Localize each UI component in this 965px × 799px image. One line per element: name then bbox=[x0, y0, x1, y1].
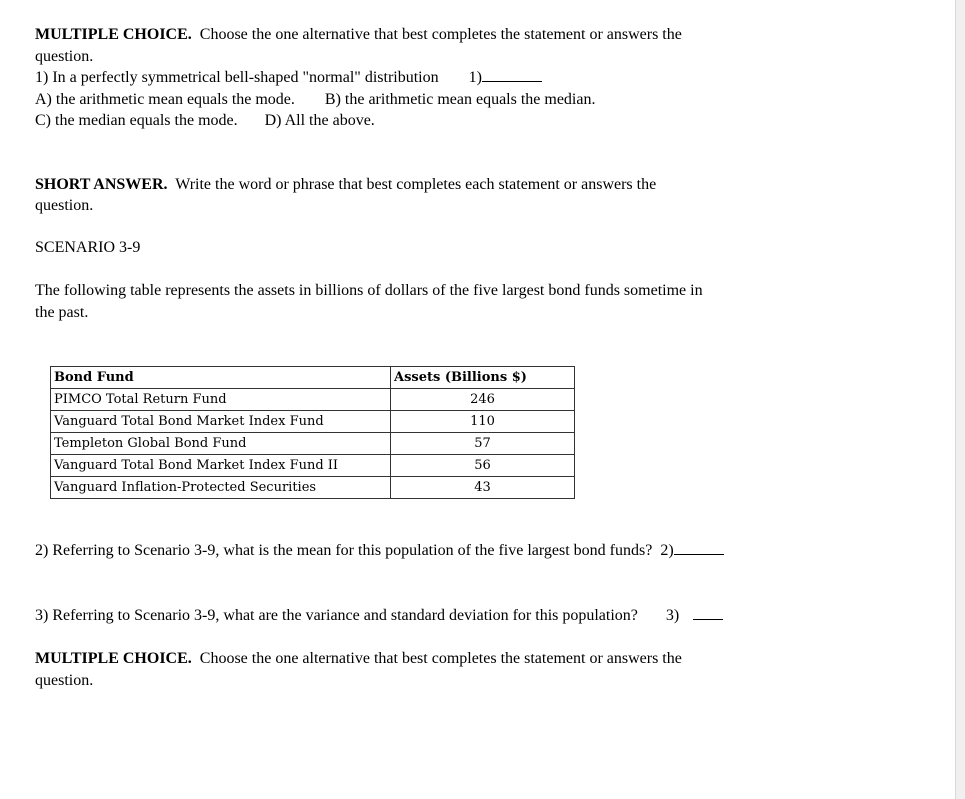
header-bond-fund: Bond Fund bbox=[51, 367, 391, 389]
section3-instructions bbox=[35, 648, 835, 670]
question1-options-ab bbox=[35, 89, 835, 111]
document-page bbox=[35, 24, 835, 323]
question2-answer-label: 2) bbox=[660, 542, 674, 559]
question3-answer-blank[interactable] bbox=[693, 605, 723, 620]
fund-name: Vanguard Total Bond Market Index Fund II bbox=[51, 455, 391, 477]
section2-instruction-line2: question. bbox=[35, 197, 94, 214]
table-row bbox=[51, 455, 575, 477]
question1-options-cd bbox=[35, 110, 835, 132]
fund-assets: 57 bbox=[391, 433, 575, 455]
question1-text: 1) In a perfectly symmetrical bell-shaped "normal" distribution bbox=[35, 69, 439, 86]
question1 bbox=[35, 67, 835, 89]
question2 bbox=[35, 540, 724, 560]
question3-text: 3) Referring to Scenario 3-9, what are the variance and standard deviation for this population? bbox=[35, 607, 638, 624]
question2-text: 2) Referring to Scenario 3-9, what is the mean for this population of the five largest bond funds? bbox=[35, 542, 653, 559]
table-header-row bbox=[51, 367, 575, 389]
question3 bbox=[35, 605, 723, 625]
fund-name: PIMCO Total Return Fund bbox=[51, 389, 391, 411]
fund-name: Templeton Global Bond Fund bbox=[51, 433, 391, 455]
question1-answer-label: 1) bbox=[468, 69, 482, 86]
page-edge bbox=[955, 0, 965, 799]
section3-header: MULTIPLE CHOICE. bbox=[35, 650, 192, 667]
bond-funds-table bbox=[50, 366, 575, 499]
section3-instruction-line2: question. bbox=[35, 672, 94, 689]
section2-instruction-line1: Write the word or phrase that best completes each statement or answers the bbox=[175, 175, 657, 193]
section3 bbox=[35, 648, 835, 692]
fund-name: Vanguard Total Bond Market Index Fund bbox=[51, 411, 391, 433]
fund-assets: 246 bbox=[391, 389, 575, 411]
table-row bbox=[51, 477, 575, 499]
option-d: D) All the above. bbox=[264, 112, 375, 129]
option-c: C) the median equals the mode. bbox=[35, 112, 238, 129]
table-row bbox=[51, 411, 575, 433]
fund-name: Vanguard Inflation-Protected Securities bbox=[51, 477, 391, 499]
section2-instructions bbox=[35, 174, 835, 196]
scenario-text-line1: The following table represents the assets in billions of dollars of the five largest bond funds sometime in bbox=[35, 282, 703, 299]
question3-answer-label: 3) bbox=[665, 607, 680, 624]
option-a: A) the arithmetic mean equals the mode. bbox=[35, 90, 295, 108]
fund-assets: 56 bbox=[391, 455, 575, 477]
fund-assets: 43 bbox=[391, 477, 575, 499]
question2-answer-blank[interactable] bbox=[674, 540, 724, 555]
option-b: B) the arithmetic mean equals the median. bbox=[324, 90, 596, 108]
table-row bbox=[51, 389, 575, 411]
section3-instruction-line1: Choose the one alternative that best completes the statement or answers the bbox=[199, 650, 682, 667]
header-assets: Assets (Billions $) bbox=[391, 367, 575, 389]
table-row bbox=[51, 433, 575, 455]
section1-header: MULTIPLE CHOICE. bbox=[35, 26, 192, 43]
section1-instruction-line1: Choose the one alternative that best completes the statement or answers the bbox=[199, 26, 682, 43]
scenario-text-line2: the past. bbox=[35, 303, 89, 321]
section1-instructions bbox=[35, 24, 835, 46]
scenario-title: SCENARIO 3-9 bbox=[35, 238, 141, 256]
question1-answer-blank[interactable] bbox=[482, 67, 542, 82]
fund-assets: 110 bbox=[391, 411, 575, 433]
section1-instruction-line2: question. bbox=[35, 47, 94, 65]
section2-header: SHORT ANSWER. bbox=[35, 175, 168, 193]
